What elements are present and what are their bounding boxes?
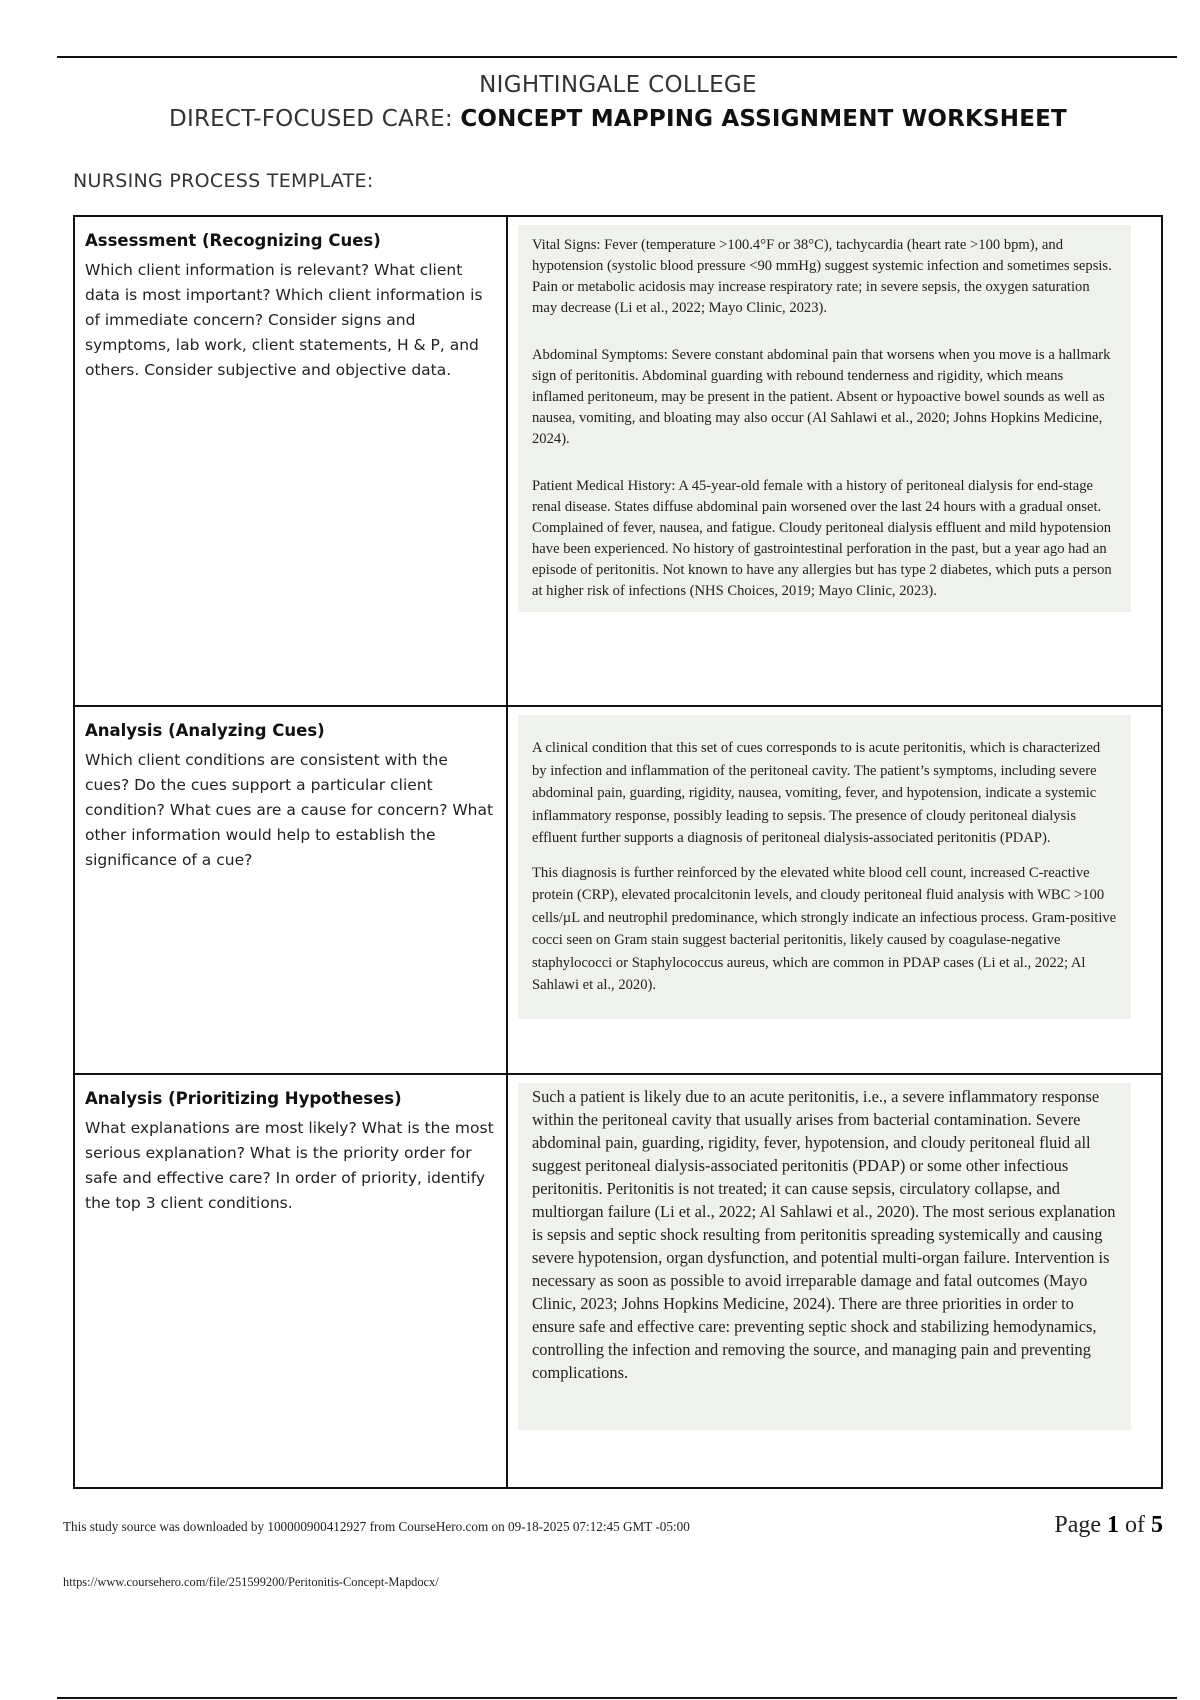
row-heading-cell	[74, 216, 507, 706]
source-url: https://www.coursehero.com/file/251599200/Peritonitis-Concept-Mapdocx/	[63, 1575, 439, 1589]
answer-text	[518, 1083, 1131, 1430]
page-current: 1	[1107, 1512, 1119, 1538]
page-word: Page	[1054, 1512, 1107, 1538]
row-question: Which client information is relevant? What client data is most important? Which client information is of immediate concern? Consider signs and symptoms, lab work, client statements, H & P, and others. Consider subjective and objective data.	[85, 261, 483, 379]
nursing-process-table	[73, 215, 1163, 1489]
row-title: Analysis (Prioritizing Hypotheses)	[85, 1089, 402, 1108]
top-rule	[57, 56, 1177, 58]
row-answer-cell	[507, 216, 1162, 706]
answer-paragraph: This diagnosis is further reinforced by the elevated white blood cell count, increased C-reactive protein (CRP), elevated procalcitonin levels, and cloudy peritoneal fluid analysis with WBC >100 cells/µL and neutrophil predominance, which strongly indicate an infectious process. Gram-positive cocci seen on Gram stain suggest bacterial peritonitis, likely caused by coagulase-negative staphylococci or Staphylococcus aureus, which are common in PDAP cases (Li et al., 2022; Al Sahlawi et al., 2020).	[532, 864, 1117, 993]
page-of: of	[1119, 1512, 1151, 1538]
answer-paragraph: Vital Signs: Fever (temperature >100.4°F or 38°C), tachycardia (heart rate >100 bpm), and hypotension (systolic blood pressure <90 mmHg) suggest systemic infection and sometimes sepsis. Pain or metabolic acidosis may increase respiratory rate; in severe sepsis, the oxygen saturation may decrease (Li et al., 2022; Mayo Clinic, 2023).	[532, 237, 1112, 316]
bottom-rule	[57, 1697, 1177, 1699]
page-indicator	[1054, 1512, 1163, 1539]
answer-paragraph: Such a patient is likely due to an acute peritonitis, i.e., a severe inflammatory response within the peritoneal cavity that usually arises from bacterial contamination. Severe abdominal pain, guarding, rigidity, fever, hypotension, and cloudy peritoneal fluid all suggest peritoneal dialysis-associated peritonitis (PDAP) or some other infectious peritonitis. Peritonitis is not treated; it can cause sepsis, circulatory collapse, and multiorgan failure (Li et al., 2022; Al Sahlawi et al., 2020). The most serious explanation is sepsis and septic shock resulting from peritonitis spreading systemically and causing severe hypotension, organ dysfunction, and potential multi-organ failure. Intervention is necessary as soon as possible to avoid irreparable damage and fatal outcomes (Mayo Clinic, 2023; Johns Hopkins Medicine, 2024). There are three priorities in order to ensure safe and effective care: preventing septic shock and stabilizing hemodynamics, controlling the infection and removing the source, and managing pain and preventing complications.	[532, 1087, 1116, 1382]
worksheet-title-plain: DIRECT-FOCUSED CARE:	[169, 106, 461, 132]
answer-paragraph: Abdominal Symptoms: Severe constant abdominal pain that worsens when you move is a hallmark sign of peritonitis. Abdominal guarding with rebound tenderness and rigidity, which means inflamed peritoneum, may be present in the patient. Absent or hypoactive bowel sounds as well as nausea, vomiting, and bloating may also occur (Al Sahlawi et al., 2020; Johns Hopkins Medicine, 2024).	[532, 347, 1111, 447]
row-title: Analysis (Analyzing Cues)	[85, 721, 325, 740]
row-answer-cell	[507, 1074, 1162, 1488]
table-row-analyzing-cues	[74, 706, 1162, 1074]
worksheet-title-bold: CONCEPT MAPPING ASSIGNMENT WORKSHEET	[460, 106, 1067, 132]
row-heading-cell	[74, 706, 507, 1074]
college-name: NIGHTINGALE COLLEGE	[479, 72, 757, 98]
table-row-prioritizing-hypotheses	[74, 1074, 1162, 1488]
row-answer-cell	[507, 706, 1162, 1074]
row-heading-cell	[74, 1074, 507, 1488]
answer-paragraph: Patient Medical History: A 45-year-old female with a history of peritoneal dialysis for end-stage renal disease. States diffuse abdominal pain worsened over the last 24 hours with a gradual onset. Complained of fever, nausea, and fatigue. Cloudy peritoneal dialysis effluent and mild hypotension have been experienced. No history of gastrointestinal perforation in the past, but a year ago had an episode of peritonitis. Not known to have any allergies but has type 2 diabetes, which puts a person at higher risk of infections (NHS Choices, 2019; Mayo Clinic, 2023).	[532, 478, 1112, 599]
document-header	[0, 72, 1200, 132]
answer-text	[518, 225, 1131, 612]
download-source-note: This study source was downloaded by 100000900412927 from CourseHero.com on 09-18-2025 07:12:45 GMT -05:00	[63, 1519, 690, 1534]
row-question: What explanations are most likely? What is the most serious explanation? What is the priority order for safe and effective care? In order of priority, identify the top 3 client conditions.	[85, 1119, 494, 1212]
worksheet-title	[0, 106, 1200, 132]
row-question: Which client conditions are consistent with the cues? Do the cues support a particular client condition? What cues are a cause for concern? What other information would help to establish the significance of a cue?	[85, 751, 494, 869]
answer-paragraph: A clinical condition that this set of cues corresponds to is acute peritonitis, which is characterized by infection and inflammation of the peritoneal cavity. The patient’s symptoms, including severe abdominal pain, guarding, rigidity, nausea, vomiting, fever, and hypotension, indicate a systemic inflammatory response, possibly leading to sepsis. The presence of cloudy peritoneal dialysis effluent further supports a diagnosis of peritoneal dialysis-associated peritonitis (PDAP).	[532, 740, 1101, 846]
row-title: Assessment (Recognizing Cues)	[85, 231, 381, 250]
page-total: 5	[1151, 1512, 1163, 1538]
table-row-assessment	[74, 216, 1162, 706]
template-label: NURSING PROCESS TEMPLATE:	[73, 170, 374, 192]
answer-text	[518, 715, 1131, 1019]
